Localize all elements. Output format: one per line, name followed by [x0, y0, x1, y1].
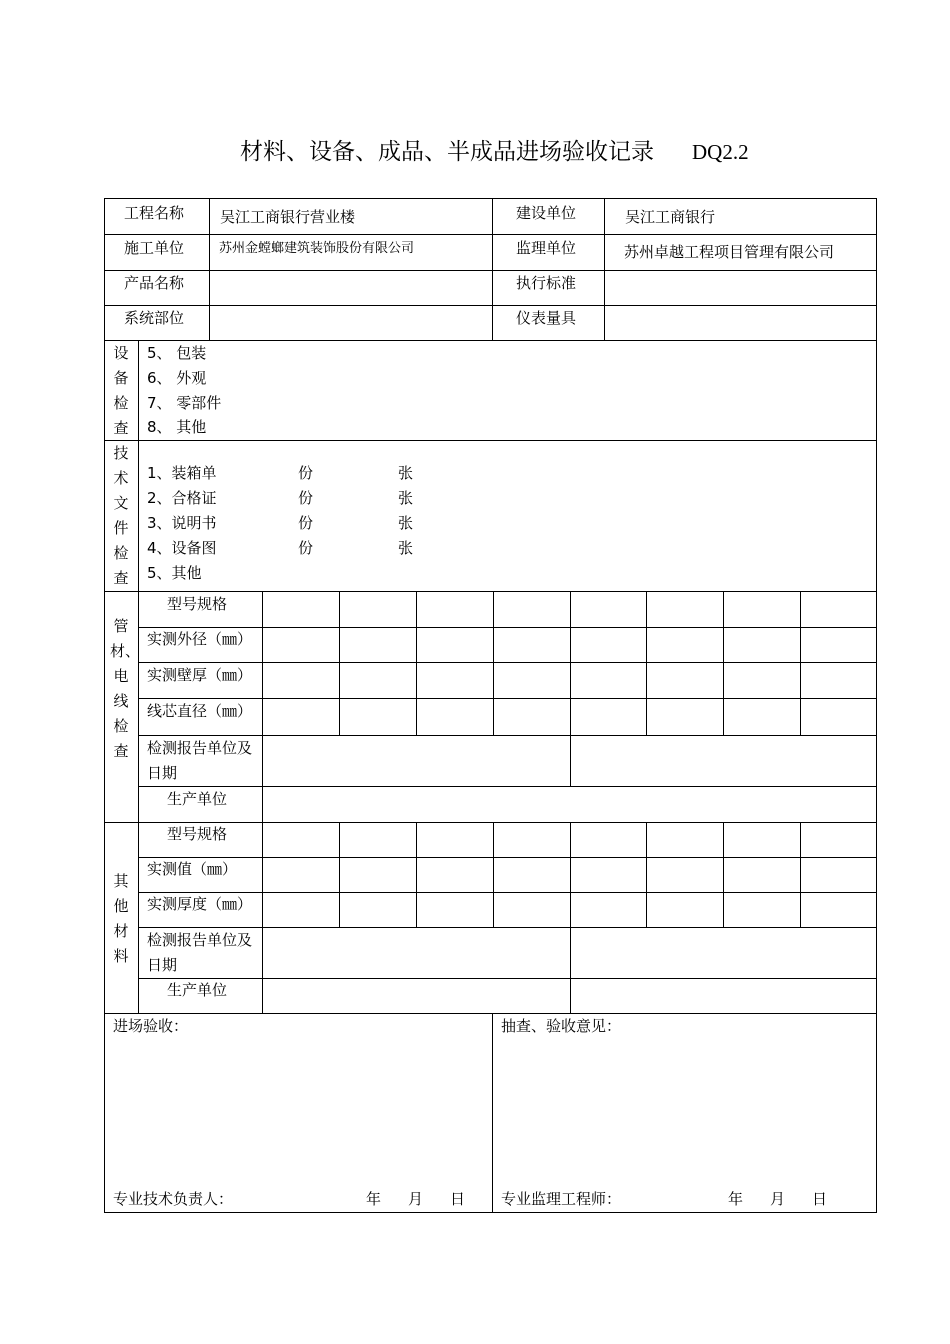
pipe-producer-label: 生产单位 [167, 790, 228, 808]
other-producer-label: 生产单位 [167, 981, 228, 999]
builder-value[interactable]: 吴江工商银行 [625, 208, 716, 226]
construction-unit-value[interactable]: 苏州金螳螂建筑装饰股份有限公司 [219, 241, 415, 256]
tech-doc-fen: 份 [298, 539, 314, 557]
tech-doc-fen: 份 [298, 464, 314, 482]
product-name-label: 产品名称 [124, 274, 185, 292]
engineer-label: 专业监理工程师： [501, 1190, 622, 1208]
tech-lead-label: 专业技术负责人： [113, 1190, 234, 1208]
equipment-item: 5、 包装 [147, 344, 207, 362]
tech-doc-zhang: 张 [398, 514, 414, 532]
project-name-label: 工程名称 [124, 204, 185, 222]
tech-doc-fen: 份 [298, 489, 314, 507]
supervisor-value[interactable]: 苏州卓越工程项目管理有限公司 [624, 243, 835, 261]
tech-doc-item: 1、装箱单 [147, 464, 217, 482]
pipe-section-label: 管材、电线检查 [110, 617, 141, 760]
construction-unit-label: 施工单位 [124, 239, 185, 257]
other-section-label: 其他材料 [113, 872, 129, 965]
tech-doc-zhang: 张 [398, 539, 414, 557]
builder-label: 建设单位 [516, 204, 577, 222]
tech-doc-item: 3、说明书 [147, 514, 217, 532]
equipment-item: 7、 零部件 [147, 394, 222, 412]
tech-doc-item: 4、设备图 [147, 539, 217, 557]
acceptance-form [104, 198, 877, 1213]
year-label: 年 [366, 1190, 382, 1208]
equipment-check-label: 设备检查 [113, 344, 129, 437]
pipe-row-label: 实测外径（㎜） [147, 630, 253, 648]
instrument-label: 仪表量具 [516, 309, 577, 327]
equipment-item: 8、 其他 [147, 418, 207, 436]
standard-label: 执行标准 [516, 274, 577, 292]
pipe-row-label: 型号规格 [167, 595, 228, 613]
pipe-row-label: 实测壁厚（㎜） [147, 666, 253, 684]
system-part-label: 系统部位 [124, 309, 185, 327]
project-name-value[interactable]: 吴江工商银行营业楼 [220, 208, 356, 226]
month-label: 月 [408, 1190, 424, 1208]
form-code: DQ2.2 [692, 140, 749, 164]
tech-doc-fen: 份 [298, 514, 314, 532]
document-title [240, 133, 749, 166]
pipe-row-label: 线芯直径（㎜） [147, 702, 253, 720]
title-text: 材料、设备、成品、半成品进场验收记录 [240, 139, 654, 165]
other-report-label: 检测报告单位及日期 [147, 931, 253, 974]
pipe-report-label: 检测报告单位及日期 [147, 739, 253, 782]
other-row-label: 型号规格 [167, 825, 228, 843]
entry-acceptance-label: 进场验收： [113, 1017, 189, 1035]
equipment-item: 6、 外观 [147, 369, 207, 387]
check-opinion-label: 抽查、验收意见： [501, 1017, 622, 1035]
tech-docs-label: 技术文件检查 [113, 444, 129, 587]
month-label: 月 [770, 1190, 786, 1208]
tech-doc-other: 5、其他 [147, 564, 202, 582]
day-label: 日 [812, 1190, 828, 1208]
tech-doc-zhang: 张 [398, 464, 414, 482]
other-row-label: 实测厚度（㎜） [147, 895, 253, 913]
other-row-label: 实测值（㎜） [147, 860, 238, 878]
tech-doc-item: 2、合格证 [147, 489, 217, 507]
year-label: 年 [728, 1190, 744, 1208]
supervisor-label: 监理单位 [516, 239, 577, 257]
tech-doc-zhang: 张 [398, 489, 414, 507]
day-label: 日 [450, 1190, 466, 1208]
